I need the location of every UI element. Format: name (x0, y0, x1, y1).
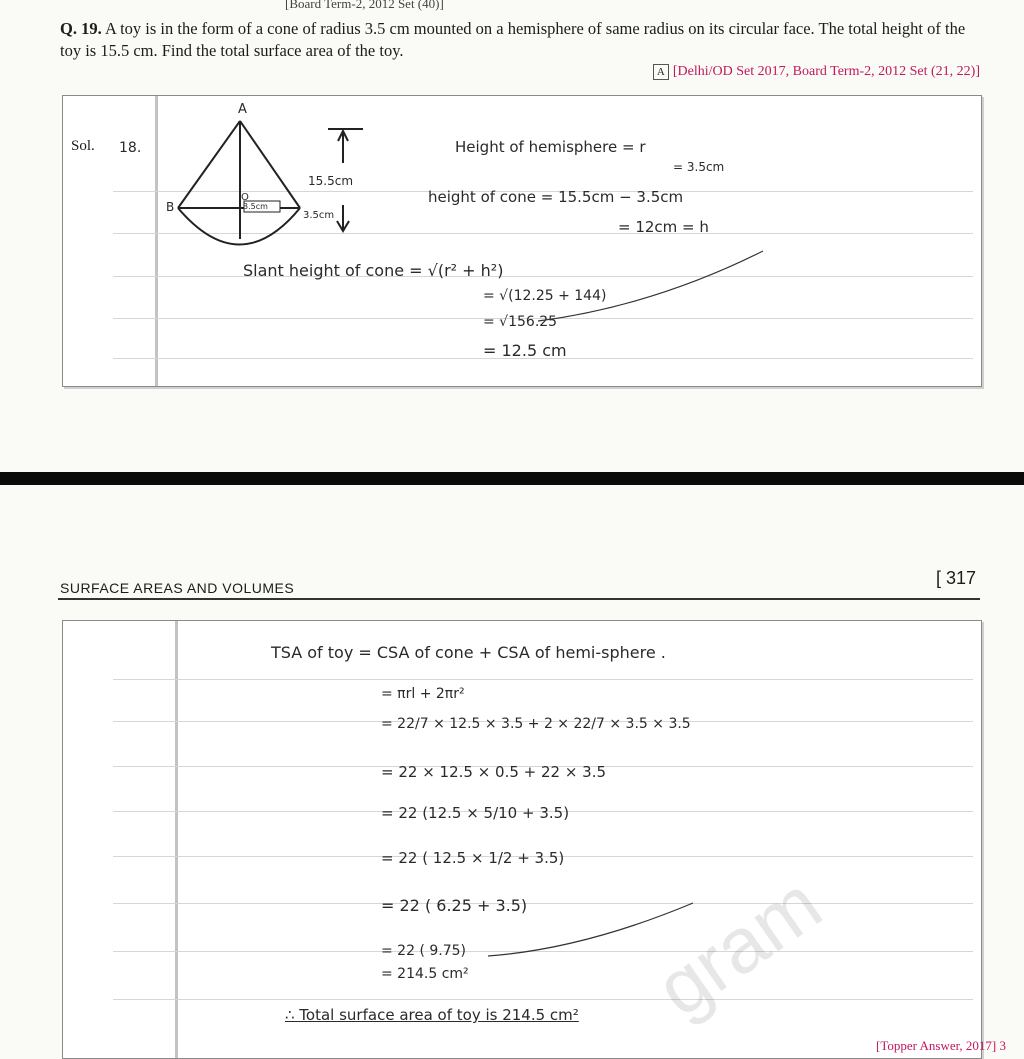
sol1-line: Height of hemisphere = r (455, 138, 646, 156)
sol2-line: = 22 ( 6.25 + 3.5) (381, 896, 528, 915)
question-reference (653, 64, 980, 80)
total-height-label: 15.5cm (308, 174, 354, 188)
footer-reference: [Topper Answer, 2017] 3 (876, 1038, 1006, 1053)
header-rule (58, 598, 980, 600)
reference-text: [Delhi/OD Set 2017, Board Term-2, 2012 Set (21, 22)] (672, 64, 980, 79)
sol1-line: = √(12.25 + 144) (483, 288, 607, 304)
solution-note-2 (62, 620, 982, 1059)
sol2-line: = 22 ( 9.75) (381, 943, 466, 959)
sol2-line: = πrl + 2πr² (381, 686, 465, 702)
hemi-height-label: 3.5cm (303, 210, 335, 221)
sol-label: Sol. (71, 138, 95, 154)
left-point-label: B (166, 200, 175, 214)
question-number: Q. 19. (60, 19, 102, 38)
question-body: A toy is in the form of a cone of radius 3.5 cm mounted on a hemisphere of same radius on its circular face. The total height of the toy is 15.5 cm. Find the total surface area of the toy. (60, 19, 966, 60)
note-margin (175, 621, 178, 1058)
answer-type-icon: A (653, 64, 669, 80)
page-number: [ 317 (935, 568, 976, 588)
sol1-line: = 3.5cm (673, 160, 725, 174)
sol2-line: = 22 (12.5 × 5/10 + 3.5) (381, 804, 570, 822)
question-text (60, 18, 990, 62)
sol1-line: height of cone = 15.5cm − 3.5cm (428, 188, 684, 206)
sol2-line: = 22 ( 12.5 × 1/2 + 3.5) (381, 849, 565, 867)
sol2-line: TSA of toy = CSA of cone + CSA of hemi-sphere . (271, 643, 666, 662)
radius-label: 3.5cm (243, 202, 268, 211)
section-header: SURFACE AREAS AND VOLUMES (60, 580, 295, 596)
final-answer: ∴ Total surface area of toy is 214.5 cm² (285, 1006, 579, 1024)
cone-hemisphere-diagram (158, 101, 418, 251)
center-label: O (241, 192, 249, 203)
sol1-line: = √156.25 (483, 314, 558, 330)
sol1-line: = 12cm = h (618, 218, 709, 236)
sol2-line: = 214.5 cm² (381, 966, 469, 982)
sol1-line: = 12.5 cm (483, 341, 567, 360)
apex-label: A (238, 102, 247, 117)
sol1-line: Slant height of cone = √(r² + h²) (243, 261, 504, 280)
solution-note-1 (62, 95, 982, 387)
pen-stroke (533, 246, 773, 326)
top-crop-reference: [Board Term-2, 2012 Set (40)] (285, 0, 444, 11)
sol2-line: = 22 × 12.5 × 0.5 + 22 × 3.5 (381, 763, 607, 781)
watermark: gram (640, 858, 837, 1033)
ruled-line (113, 999, 973, 1000)
page-separator (0, 472, 1024, 485)
sol-number: 18. (119, 140, 142, 156)
ruled-line (113, 679, 973, 680)
sol2-line: = 22/7 × 12.5 × 3.5 + 2 × 22/7 × 3.5 × 3.5 (381, 716, 691, 732)
